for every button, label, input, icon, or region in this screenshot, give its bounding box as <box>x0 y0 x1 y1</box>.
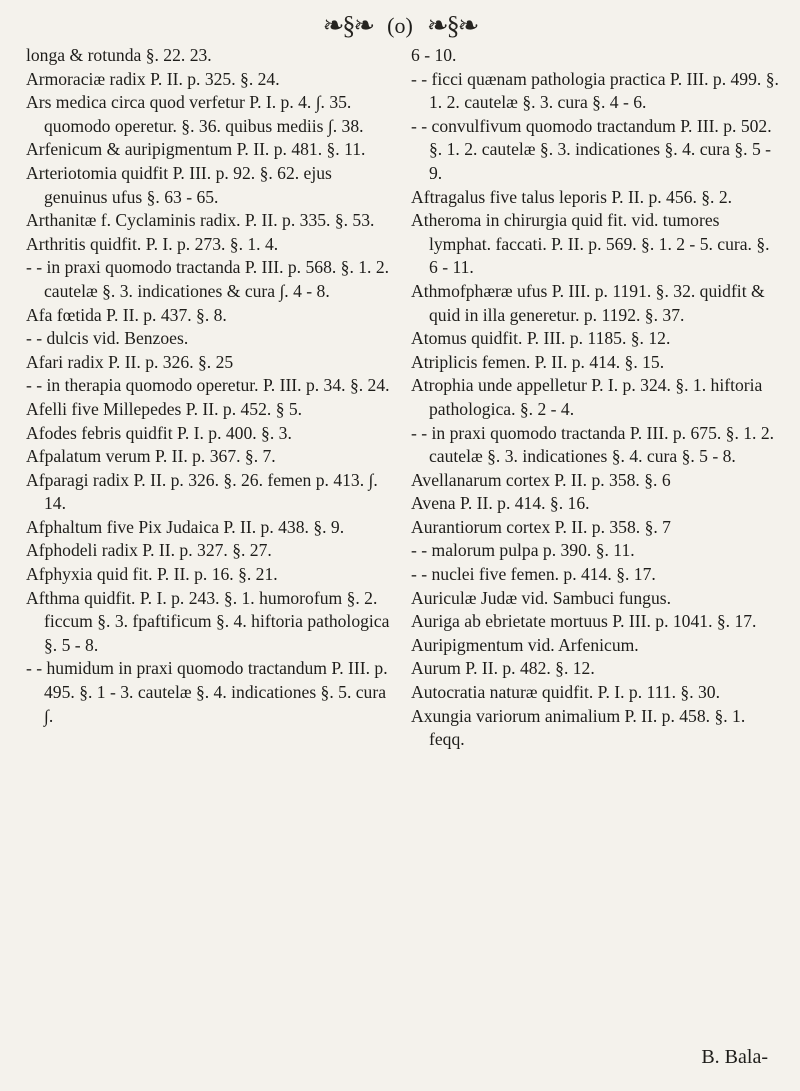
index-entry: Axungia variorum animalium P. II. p. 458. §. 1. feqq. <box>411 705 746 750</box>
ornament-left-icon: ❧§❧ <box>322 11 374 40</box>
index-entry: 6 - 10. <box>411 45 457 65</box>
index-entry: Atrophia unde appelletur P. I. p. 324. §. 1. hiftoria pathologica. §. 2 - 4. <box>411 375 763 419</box>
index-entry: Arteriotomia quidfit P. III. p. 92. §. 62. ejus genuinus ufus §. 63 - 65. <box>26 162 332 207</box>
page-number: (o) <box>387 13 413 38</box>
index-entry: longa & rotunda §. 22. 23. <box>26 45 212 65</box>
index-entry: - - malorum pulpa p. 390. §. 11. <box>411 540 635 561</box>
index-entry: Afa fœtida P. II. p. 437. §. 8. <box>26 304 227 325</box>
index-entry: Afthma quidfit. P. I. p. 243. §. 1. humorofum §. 2. ficcum §. 3. fpaftificum §. 4. hiftoria pathologica §. 5 - 8. <box>26 587 390 655</box>
index-entry: Arthritis quidfit. P. I. p. 273. §. 1. 4. <box>26 233 279 254</box>
right-column <box>411 44 779 752</box>
index-entry: Afodes febris quidfit P. I. p. 400. §. 3. <box>26 422 292 443</box>
index-entry: Avellanarum cortex P. II. p. 358. §. 6 <box>411 469 671 490</box>
ornament-right-icon: ❧§❧ <box>426 11 478 40</box>
index-entry: Afphodeli radix P. II. p. 327. §. 27. <box>26 540 272 561</box>
catchword: B. Bala- <box>701 1046 768 1068</box>
index-entry: Afphaltum five Pix Judaica P. II. p. 438. §. 9. <box>26 516 345 537</box>
index-entry: Auriculæ Judæ vid. Sambuci fungus. <box>411 587 671 608</box>
index-entry: Arthanitæ f. Cyclaminis radix. P. II. p. 335. §. 53. <box>26 210 375 231</box>
index-entry: Afparagi radix P. II. p. 326. §. 26. femen p. 413. ∫. 14. <box>26 469 378 514</box>
index-entry: - - in praxi quomodo tractanda P. III. p. 568. §. 1. 2. cautelæ §. 3. indicationes & cura ∫. 4 - 8. <box>26 257 390 301</box>
index-entry: Aurantiorum cortex P. II. p. 358. §. 7 <box>411 516 671 537</box>
index-entry: Ars medica circa quod verfetur P. I. p. 4. ∫. 35. quomodo operetur. §. 36. quibus mediis ∫. 38. <box>26 92 364 136</box>
index-entry: Arfenicum & auripigmentum P. II. p. 481. §. 11. <box>26 139 366 160</box>
index-entry: Atriplicis femen. P. II. p. 414. §. 15. <box>411 351 665 372</box>
index-entry: - - humidum in praxi quomodo tractandum P. III. p. 495. §. 1 - 3. cautelæ §. 4. indicationes §. 5. cura ∫. <box>26 658 388 726</box>
index-entry: Aurum P. II. p. 482. §. 12. <box>411 658 595 679</box>
index-entry: Armoraciæ radix P. II. p. 325. §. 24. <box>26 68 280 89</box>
index-entry: - - in praxi quomodo tractanda P. III. p. 675. §. 1. 2. cautelæ §. 3. indicationes §. 4. cura §. 5 - 8. <box>411 422 775 467</box>
index-entry: - - ficci quænam pathologia practica P. III. p. 499. §. 1. 2. cautelæ §. 3. cura §. 4 - 6. <box>411 68 779 113</box>
index-entry: Afphyxia quid fit. P. II. p. 16. §. 21. <box>26 564 278 585</box>
index-entry: Auripigmentum vid. Arfenicum. <box>411 634 639 655</box>
index-entry: Avena P. II. p. 414. §. 16. <box>411 493 590 514</box>
left-column <box>26 44 394 728</box>
index-entry: Auriga ab ebrietate mortuus P. III. p. 1041. §. 17. <box>411 611 757 632</box>
index-entry: - - in therapia quomodo operetur. P. III. p. 34. §. 24. <box>26 375 390 396</box>
index-entry: Afpalatum verum P. II. p. 367. §. 7. <box>26 446 276 467</box>
index-entry: Autocratia naturæ quidfit. P. I. p. 111. §. 30. <box>411 682 720 703</box>
index-entry: Atomus quidfit. P. III. p. 1185. §. 12. <box>411 328 671 349</box>
index-entry: Atheroma in chirurgia quid fit. vid. tumores lymphat. faccati. P. II. p. 569. §. 1. 2 - 5. cura. §. 6 - 11. <box>411 210 770 278</box>
page-header <box>0 6 800 46</box>
index-entry: - - nuclei five femen. p. 414. §. 17. <box>411 564 656 585</box>
index-entry: - - dulcis vid. Benzoes. <box>26 328 189 349</box>
index-entry: Afari radix P. II. p. 326. §. 25 <box>26 351 234 372</box>
index-entry: Afelli five Millepedes P. II. p. 452. § 5. <box>26 398 303 419</box>
index-entry: Athmofphæræ ufus P. III. p. 1191. §. 32. quidfit & quid in illa generetur. p. 1192. §. 37. <box>411 280 765 325</box>
index-entry: Aftragalus five talus leporis P. II. p. 456. §. 2. <box>411 186 733 207</box>
index-entry: - - convulfivum quomodo tractandum P. III. p. 502. §. 1. 2. cautelæ §. 3. indicationes §. 4. cura §. 5 - 9. <box>411 115 772 183</box>
